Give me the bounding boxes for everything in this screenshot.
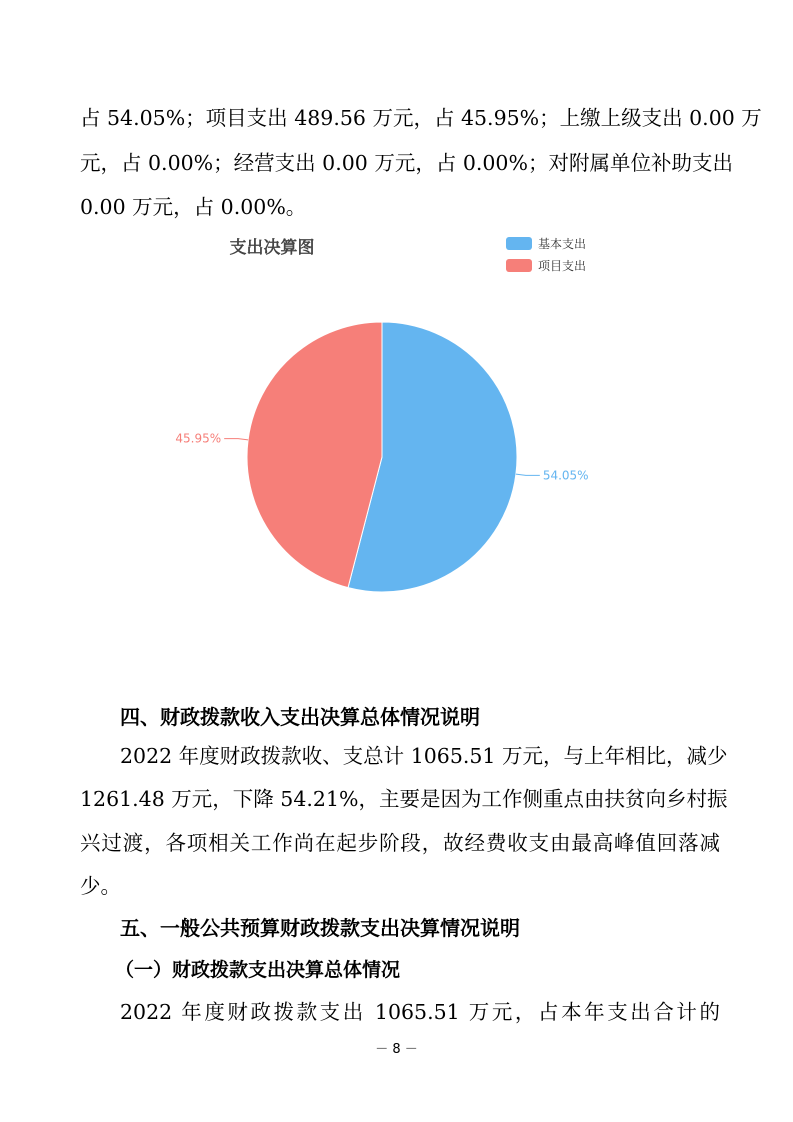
paragraph-line: 1261.48 万元，下降 54.21%，主要是因为工作侧重点由扶贫向乡村振: [80, 787, 728, 811]
expenditure-pie-chart: [160, 225, 630, 625]
section-heading: 五、一般公共预算财政拨款支出决算情况说明: [120, 916, 520, 940]
paragraph-line: 元，占 0.00%；经营支出 0.00 万元，占 0.00%；对附属单位补助支出: [80, 151, 733, 175]
legend-label-1: 基本支出: [538, 237, 587, 251]
paragraph-line: 少。: [80, 874, 121, 898]
chart-title: 支出决算图: [229, 238, 315, 258]
pie-label-2: 45.95%: [175, 431, 222, 446]
paragraph-line: 2022 年度财政拨款收、支总计 1065.51 万元，与上年相比，减少: [120, 744, 728, 768]
legend-label-2: 项目支出: [538, 259, 587, 273]
pie-label-1: 54.05%: [542, 468, 589, 483]
legend-swatch-1: [506, 237, 532, 250]
pie-label-line-1: [516, 474, 540, 475]
pie-slices: [247, 322, 517, 592]
paragraph-line: 兴过渡，各项相关工作尚在起步阶段，故经费收支由最高峰值回落减: [80, 831, 720, 855]
legend-swatch-2: [506, 259, 532, 272]
page-number: － 8 －: [375, 1042, 418, 1057]
chart-legend: [506, 236, 586, 273]
paragraph-line: 2022 年度财政拨款支出 1065.51 万元，占本年支出合计的: [120, 1000, 720, 1024]
section-heading: 四、财政拨款收入支出决算总体情况说明: [120, 705, 480, 729]
pie-label-line-2: [224, 439, 248, 440]
paragraph-line: 占 54.05%；项目支出 489.56 万元，占 45.95%；上缴上级支出 0.00 万: [80, 106, 762, 130]
subsection-heading: （一）财政拨款支出决算总体情况: [115, 959, 401, 981]
paragraph-line: 0.00 万元，占 0.00%。: [80, 195, 307, 219]
